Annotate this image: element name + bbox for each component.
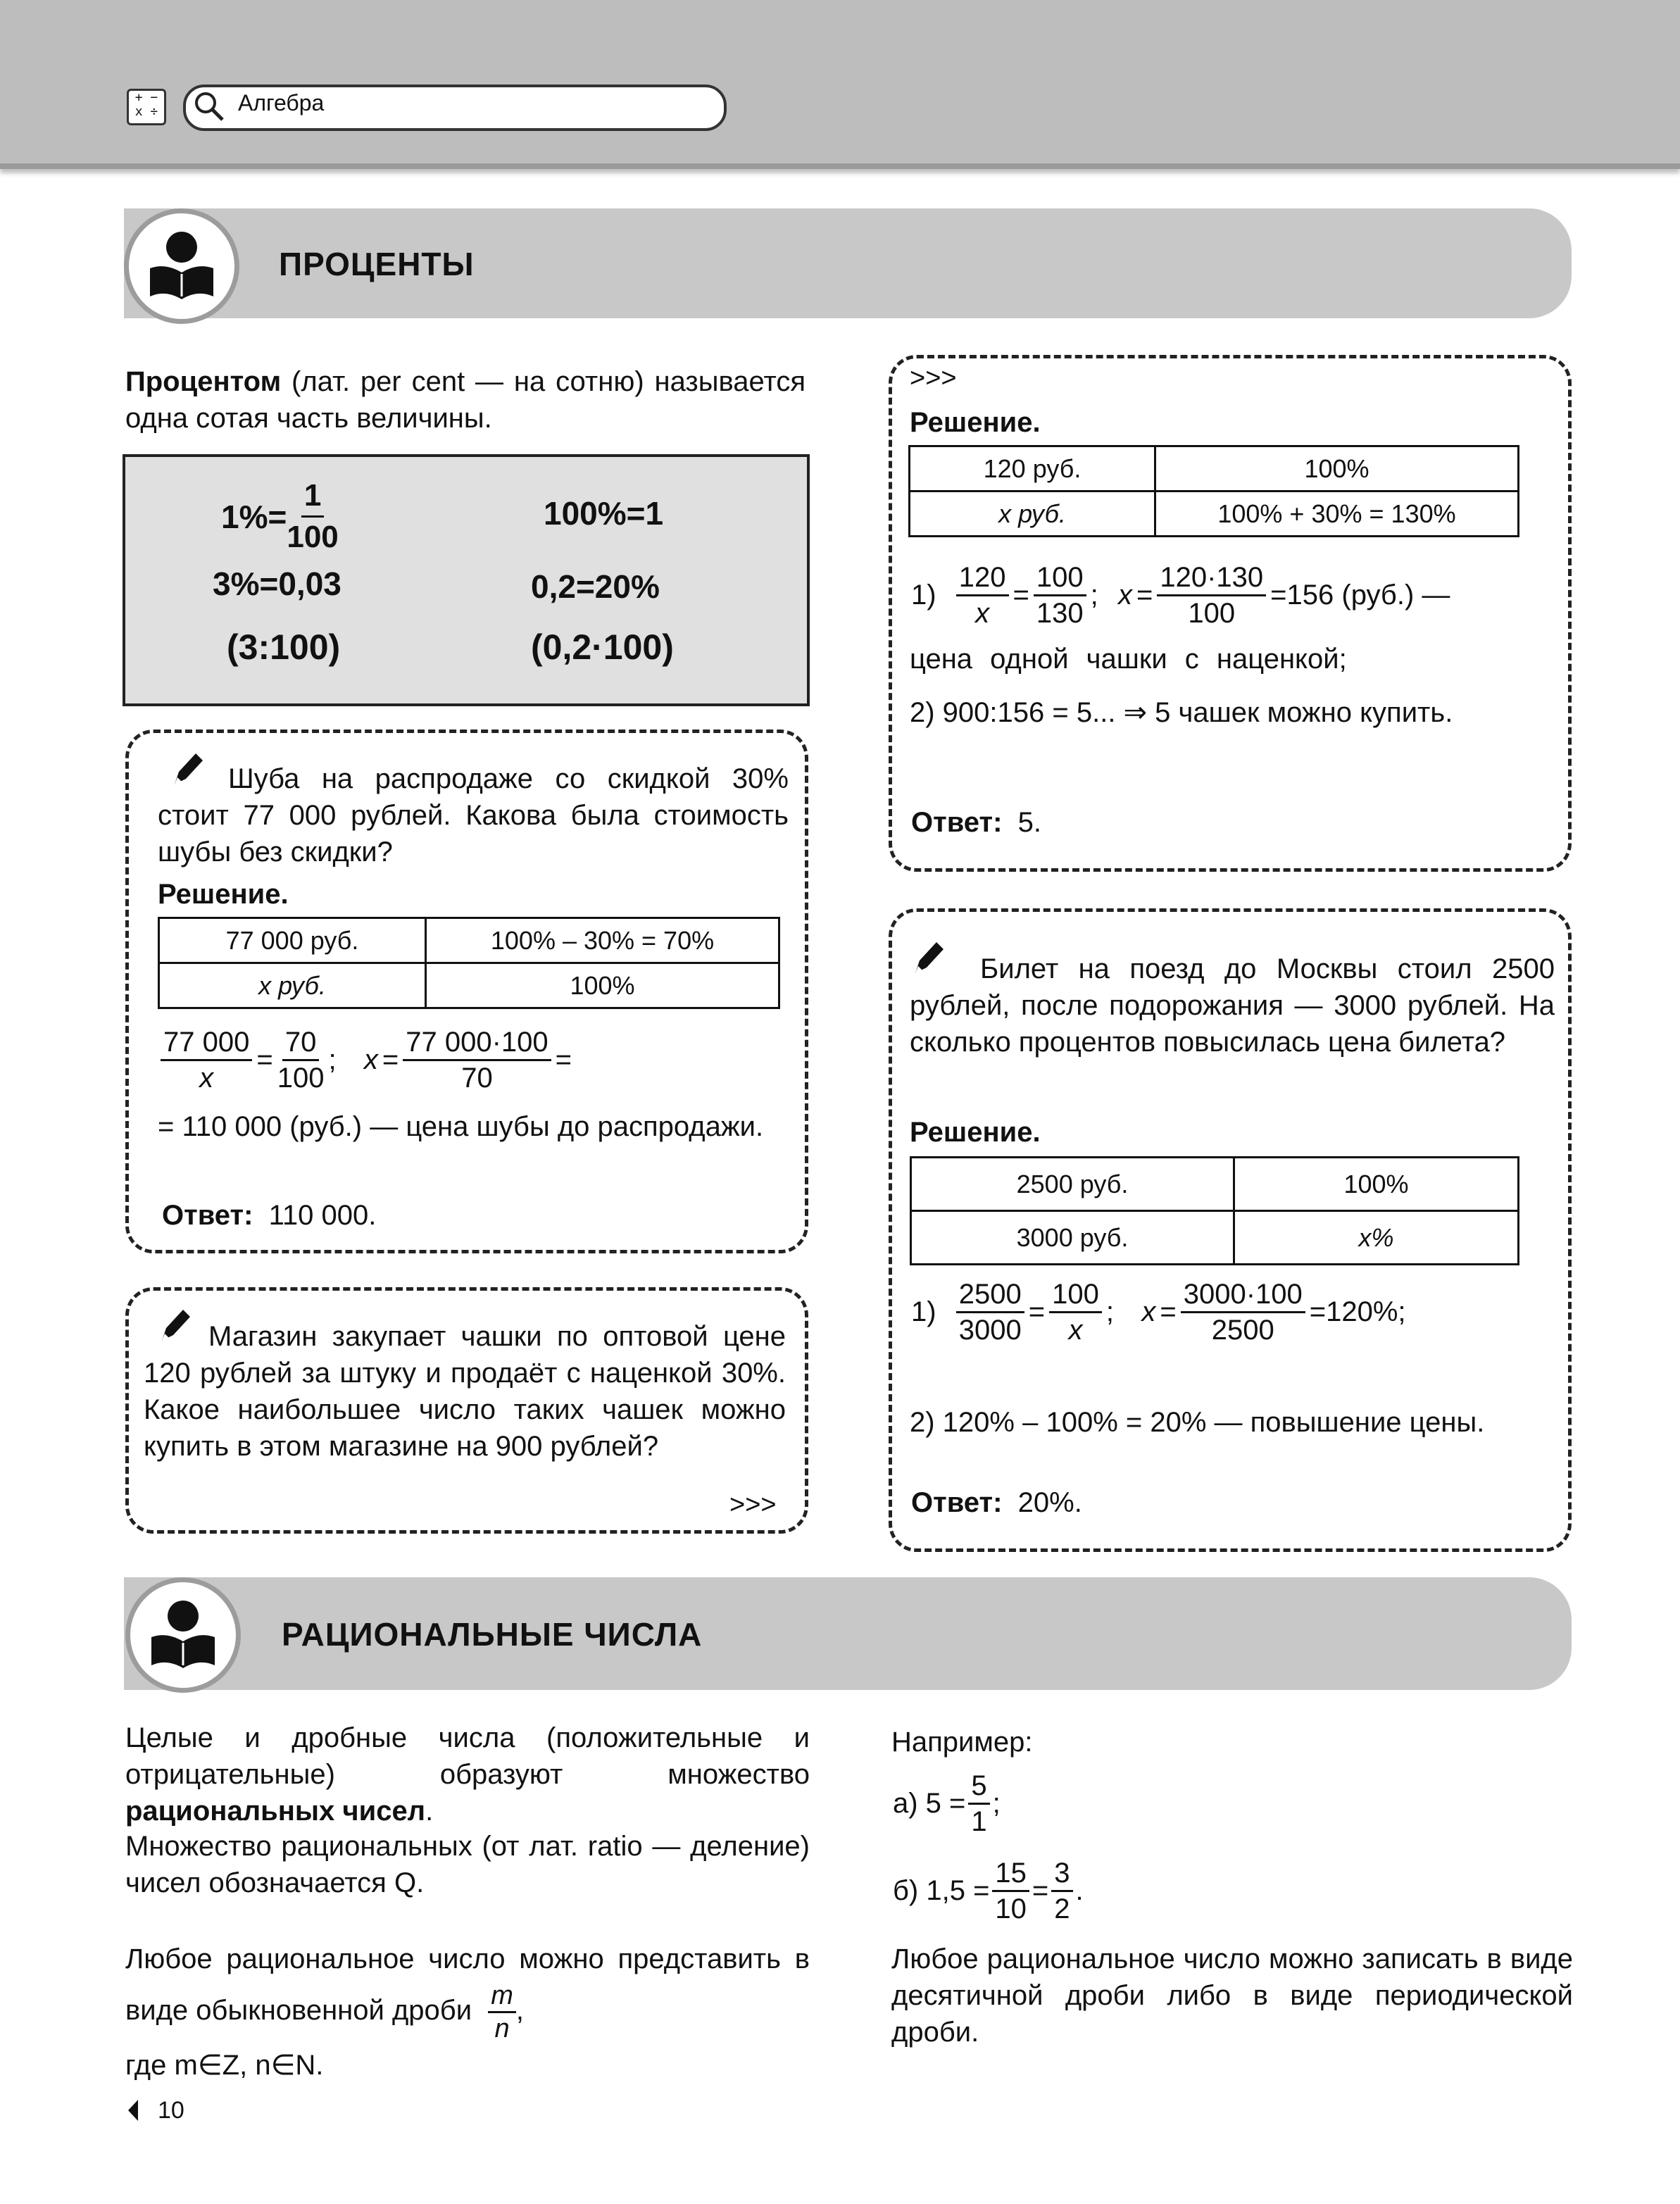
answer-value: 110 000. bbox=[268, 1200, 377, 1231]
frac-den: 100 bbox=[277, 1063, 325, 1094]
para-text: Любое рациональное число можно представить в виде обыкновенной дроби bbox=[125, 1943, 810, 2027]
example-prefix: а) 5 = bbox=[893, 1788, 966, 1819]
answer-label: Ответ: bbox=[911, 1487, 1003, 1518]
calculator-icon[interactable]: + − x ÷ bbox=[127, 89, 166, 125]
task-1-question: Шуба на распродаже со скидкой 30% стоит 77 000 рублей. Какова была стоимость шубы без скидки? bbox=[158, 763, 789, 868]
table-cell: 100% bbox=[1234, 1158, 1519, 1211]
table-cell: x руб. bbox=[159, 963, 426, 1008]
page-arrow-icon bbox=[125, 2098, 139, 2122]
reader-badge bbox=[125, 1577, 241, 1693]
frac-den: 10 bbox=[995, 1893, 1027, 1924]
task-2-question: Магазин закупает чашки по оптовой цене 120 рублей за штуку и продаёт с наценкой 30%. Какое наибольшее число таких чашек можно купить в этом магазине на 900 рублей? bbox=[144, 1321, 786, 1462]
frac-den: x bbox=[199, 1063, 214, 1094]
section-title: ПРОЦЕНТЫ bbox=[279, 246, 475, 282]
answer-value: 20%. bbox=[1017, 1487, 1082, 1518]
task-2-answer bbox=[911, 804, 1041, 841]
frac-num: 120 bbox=[956, 561, 1009, 596]
task-3-step-1: 1) $\frac{2500}{3000}$ = $\frac{100}{x}$ ; x = $\frac{3000\cdot 100}{2500}$ =120%; bbox=[911, 1279, 1406, 1346]
table-cell: 100% – 30% = 70% bbox=[426, 918, 779, 963]
continue-mark-top: >>> bbox=[910, 363, 957, 393]
step-tail: =120%; bbox=[1309, 1296, 1406, 1327]
task-3-table bbox=[910, 1156, 1519, 1265]
frac-num: 70 bbox=[282, 1025, 320, 1061]
table-cell: x% bbox=[1234, 1211, 1519, 1265]
rational-paragraph-4: Любое рациональное число можно записать в виде десятичной дроби либо в виде периодической дроби. bbox=[891, 1943, 1573, 2048]
frac-den: x bbox=[1068, 1315, 1083, 1346]
task-3-answer bbox=[911, 1484, 1082, 1521]
frac-num: 100 bbox=[1049, 1277, 1102, 1313]
formula-1-left: 1%= bbox=[221, 498, 287, 535]
table-cell: 3000 руб. bbox=[911, 1211, 1234, 1265]
frac-den: 70 bbox=[461, 1063, 493, 1094]
frac-den: n bbox=[494, 2014, 510, 2043]
search-icon bbox=[193, 90, 225, 123]
formula-6: (0,2·100) bbox=[531, 627, 674, 667]
frac-den: 3000 bbox=[958, 1315, 1022, 1346]
task-1-result: = 110 000 (руб.) — цена шубы до распродажи. bbox=[158, 1111, 764, 1142]
example-a: а) 5 = $\frac{5}{1}$ ; bbox=[893, 1770, 1001, 1837]
frac-num: 3 bbox=[1051, 1856, 1072, 1892]
formula-1 bbox=[221, 476, 339, 557]
task-1-solution-label: Решение. bbox=[158, 879, 289, 910]
formula-4: 0,2=20% bbox=[531, 568, 660, 605]
frac-num: m bbox=[488, 1980, 516, 2013]
reader-badge bbox=[124, 208, 239, 324]
frac-den: 2 bbox=[1054, 1893, 1070, 1924]
task-3-step-2: 2) 120% – 100% = 20% — повышение цены. bbox=[910, 1407, 1485, 1438]
frac-num: 77 000·100 bbox=[403, 1025, 551, 1061]
formula-1-num: 1 bbox=[301, 476, 324, 518]
answer-value: 5. bbox=[1017, 807, 1041, 838]
task-2-step-1-text: цена одной чашки с наценкой; bbox=[910, 644, 1347, 675]
table-cell: 100% + 30% = 130% bbox=[1155, 491, 1519, 537]
example-prefix: б) 1,5 = bbox=[893, 1875, 990, 1906]
frac-num: 3000·100 bbox=[1181, 1277, 1305, 1313]
continue-mark: >>> bbox=[729, 1490, 777, 1520]
reader-icon bbox=[129, 213, 234, 319]
step-tail: =156 (руб.) — bbox=[1270, 580, 1450, 611]
answer-label: Ответ: bbox=[911, 807, 1003, 838]
table-cell: 100% bbox=[426, 963, 779, 1008]
definition-text: (лат. per cent — на сотню) называется одна сотая часть величины. bbox=[125, 366, 805, 434]
frac-num: 5 bbox=[968, 1769, 989, 1805]
table-cell: 100% bbox=[1155, 446, 1519, 491]
formula-2: 100%=1 bbox=[544, 495, 664, 532]
task-2-step-2: 2) 900:156 = 5... ⇒ 5 чашек можно купить. bbox=[910, 697, 1453, 728]
rational-paragraph-1: Целые и дробные числа (положительные и отрицательные) образуют множество рациональных чисел. bbox=[125, 1722, 810, 1827]
formula-3: 3%=0,03 bbox=[213, 565, 341, 602]
frac-num: 15 bbox=[992, 1856, 1029, 1892]
frac-den: x bbox=[975, 598, 990, 629]
term: Процентом bbox=[125, 366, 282, 397]
task-2-step-1: 1) $\frac{120}{x}$ = $\frac{100}{130}$ ; x = $\frac{120\cdot 130}{100}$ =156 (руб.) — bbox=[911, 562, 1450, 629]
percent-definition bbox=[125, 363, 805, 437]
search-text: Алгебра bbox=[238, 90, 325, 115]
rational-paragraph-3: Любое рациональное число можно представить в виде обыкновенной дроби $\frac{m}{n}$ , где m∈Z, n∈N. bbox=[125, 1943, 810, 2081]
formula-1-den: 100 bbox=[287, 520, 339, 554]
table-cell: 2500 руб. bbox=[911, 1158, 1234, 1211]
frac-den: 1 bbox=[971, 1806, 987, 1837]
answer-label: Ответ: bbox=[162, 1200, 253, 1231]
task-3-solution-label: Решение. bbox=[910, 1117, 1041, 1148]
table-cell: 77 000 руб. bbox=[159, 918, 426, 963]
task-1-equation: $\frac{77 000}{x}$ = $\frac{70}{100}$ ; x = $\frac{77 000\cdot 100}{70}$ = bbox=[161, 1025, 572, 1095]
frac-num: 2500 bbox=[956, 1277, 1024, 1313]
task-1-answer bbox=[162, 1197, 376, 1234]
task-1-table bbox=[158, 917, 780, 1009]
example-b: б) 1,5 = $\frac{15}{10}$ = $\frac{3}{2}$ . bbox=[893, 1858, 1084, 1924]
example-label: Например: bbox=[891, 1727, 1033, 1758]
term: рациональных чисел bbox=[125, 1796, 426, 1827]
reader-icon bbox=[130, 1582, 236, 1688]
frac-den: 100 bbox=[1188, 598, 1236, 629]
task-2-solution-label: Решение. bbox=[910, 407, 1041, 438]
formula-5: (3:100) bbox=[227, 627, 341, 667]
section-title: РАЦИОНАЛЬНЫЕ ЧИСЛА bbox=[282, 1616, 703, 1653]
para-text: где m∈Z, n∈N. bbox=[125, 2050, 324, 2081]
frac-num: 120·130 bbox=[1157, 561, 1266, 596]
rational-paragraph-2: Множество рациональных (от лат. ratio — деление) чисел обозначается Q. bbox=[125, 1831, 810, 1898]
table-cell: 120 руб. bbox=[910, 446, 1155, 491]
frac-den: 2500 bbox=[1211, 1315, 1274, 1346]
frac-den: 130 bbox=[1036, 598, 1084, 629]
frac-num: 100 bbox=[1034, 561, 1086, 596]
frac-num: 77 000 bbox=[161, 1025, 252, 1061]
para-text: Целые и дробные числа (положительные и отрицательные) образуют множество bbox=[125, 1722, 810, 1790]
task-3-question: Билет на поезд до Москвы стоил 2500 рублей, после подорожания — 3000 рублей. На сколько процентов повысилась цена билета? bbox=[910, 953, 1555, 1058]
task-2-table bbox=[908, 445, 1519, 537]
table-cell: x руб. bbox=[910, 491, 1155, 537]
page-number: 10 bbox=[158, 2097, 184, 2124]
